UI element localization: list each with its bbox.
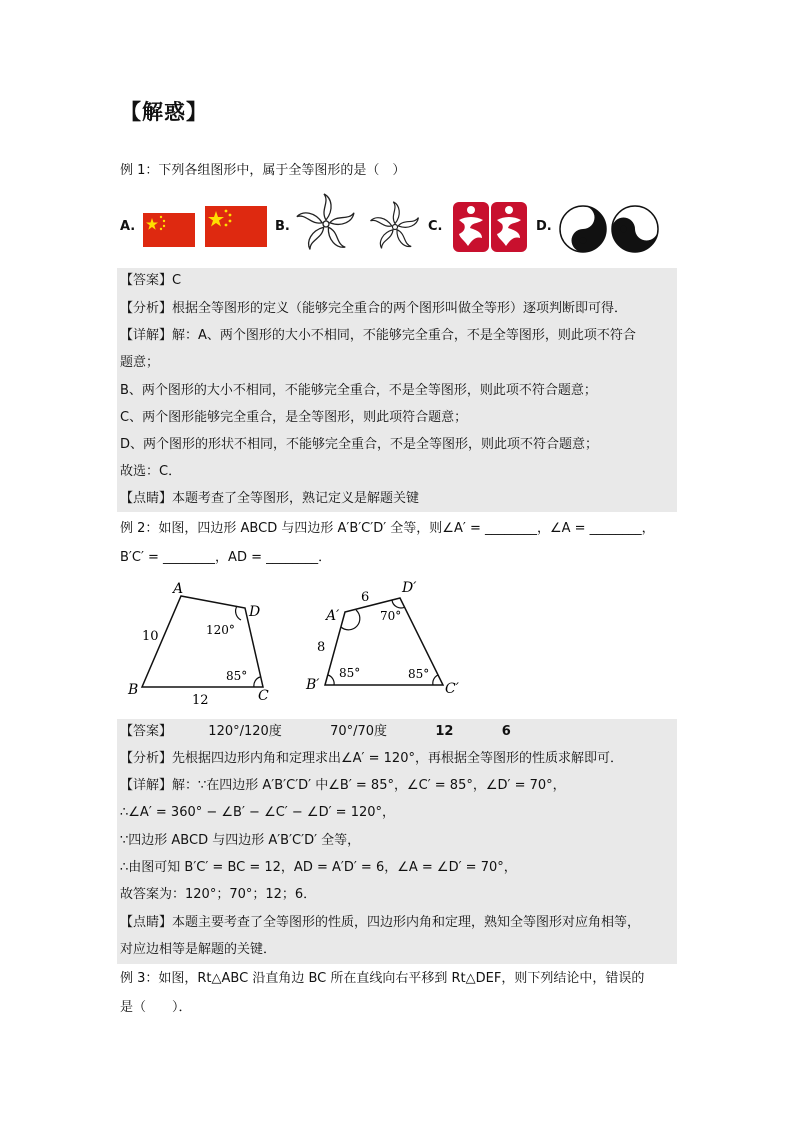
ex1-analysis: 【分析】根据全等图形的定义（能够完全重合的两个图形叫做全等形）逐项判断即可得． xyxy=(120,301,628,316)
angle-b1-value: 85° xyxy=(339,666,361,680)
ex1-question: 例 1：下列各组图形中，属于全等图形的是（ ） xyxy=(120,163,406,178)
side-a1d1-length: 6 xyxy=(361,590,370,605)
ex2-answer-1: 120°/120度 xyxy=(208,724,282,739)
option-c-emblem-copy-icon xyxy=(490,200,528,254)
ex2-detail-line-4: ∴由图可知 B′C′ = BC = 12，AD = A′D′ = 6，∠A = ∠D′ = 70°， xyxy=(120,860,517,875)
ex1-choice: 故选：C． xyxy=(120,464,182,479)
vertex-a: A xyxy=(173,581,184,597)
option-b-large-flower-icon xyxy=(294,192,358,256)
vertex-d1: D′ xyxy=(402,580,417,596)
ex1-detail-c: C、两个图形能够完全重合，是全等图形，则此项符合题意； xyxy=(120,410,468,425)
side-bc-length: 12 xyxy=(192,693,209,708)
ex2-answer-4: 6 xyxy=(501,724,511,739)
ex2-detail-line-2: ∴∠A′ = 360° − ∠B′ − ∠C′ − ∠D′ = 120°， xyxy=(120,805,396,820)
option-d-yinyang-icon xyxy=(558,204,608,254)
ex2-comment-line-2: 对应边相等是解题的关键． xyxy=(120,942,277,957)
option-d-label: D. xyxy=(536,219,552,234)
ex2-detail-line-1: 【详解】解：∵在四边形 A′B′C′D′ 中∠B′ = 85°，∠C′ = 85°，∠D′ = 70°， xyxy=(120,778,566,793)
option-b-label: B. xyxy=(275,219,290,234)
angle-a1-arc xyxy=(341,610,360,630)
option-a-small-flag xyxy=(143,213,195,247)
vertex-c1: C′ xyxy=(445,681,459,697)
ex2-detail-line-3: ∵四边形 ABCD 与四边形 A′B′C′D′ 全等， xyxy=(120,833,361,848)
figure-quadrilateral-abcd xyxy=(120,576,280,712)
side-ab-length: 10 xyxy=(142,629,159,644)
ex2-question-line-2: B′C′ = ________，AD = ________． xyxy=(120,550,332,565)
angle-c1-arc xyxy=(433,675,438,685)
angle-d1-value: 70° xyxy=(380,609,402,623)
ex2-answer-label: 【答案】 xyxy=(120,724,173,739)
ex2-comment-line-1: 【点睛】本题主要考查了全等图形的性质，四边形内角和定理，熟知全等图形对应角相等， xyxy=(120,915,641,930)
ex1-comment: 【点睛】本题考查了全等图形，熟记定义是解题关键 xyxy=(120,491,420,506)
figure-quadrilateral-a1b1c1d1 xyxy=(300,574,470,698)
angle-d-arc xyxy=(236,606,241,620)
vertex-b: B xyxy=(128,682,139,698)
ex2-question-line-1: 例 2：如图，四边形 ABCD 与四边形 A′B′C′D′ 全等，则∠A′ = ________，∠A = ________， xyxy=(120,521,655,536)
option-c-label: C. xyxy=(428,219,443,234)
ex1-answer: 【答案】C xyxy=(120,273,182,288)
ex3-question-line-2: 是（ ）． xyxy=(120,1000,192,1015)
ex3-question-line-1: 例 3：如图，Rt△ABC 沿直角边 BC 所在直线向右平移到 Rt△DEF，则下列结论中，错误的 xyxy=(120,971,645,986)
vertex-d: D xyxy=(249,604,261,620)
ex2-final-answer: 故答案为：120°；70°；12；6． xyxy=(120,887,317,902)
angle-b1-arc xyxy=(328,675,334,685)
ex2-answer-row xyxy=(120,719,511,745)
option-a-label: A. xyxy=(120,219,136,234)
option-b-small-flower-icon xyxy=(368,200,422,254)
angle-c-value: 85° xyxy=(226,669,248,683)
angle-d-value: 120° xyxy=(206,623,235,637)
ex1-detail-d: D、两个图形的形状不相同，不能够完全重合，不是全等图形，则此项不符合题意； xyxy=(120,437,599,452)
ex1-detail-line-2: 题意； xyxy=(120,355,160,370)
ex1-detail-line-1: 【详解】解：A、两个图形的大小不相同，不能够完全重合，不是全等图形，则此项不符合 xyxy=(120,328,636,343)
vertex-a1: A′ xyxy=(326,608,340,624)
ex1-detail-b: B、两个图形的大小不相同，不能够完全重合，不是全等图形，则此项不符合题意； xyxy=(120,383,597,398)
option-d-yinyang-rotated-icon xyxy=(610,204,660,254)
ex2-answer-2: 70°/70度 xyxy=(330,724,388,739)
vertex-b1: B′ xyxy=(306,677,320,693)
vertex-c: C xyxy=(258,688,269,704)
option-c-emblem-icon xyxy=(452,200,490,254)
section-title: 【解惑】 xyxy=(120,100,208,124)
angle-c1-value: 85° xyxy=(408,667,430,681)
option-a-large-flag xyxy=(205,206,267,247)
ex2-analysis: 【分析】先根据四边形内角和定理求出∠A′ = 120°，再根据全等图形的性质求解即可． xyxy=(120,751,623,766)
ex2-answer-3: 12 xyxy=(435,724,454,739)
side-a1b1-length: 8 xyxy=(317,640,326,655)
angle-c-arc xyxy=(254,677,260,687)
